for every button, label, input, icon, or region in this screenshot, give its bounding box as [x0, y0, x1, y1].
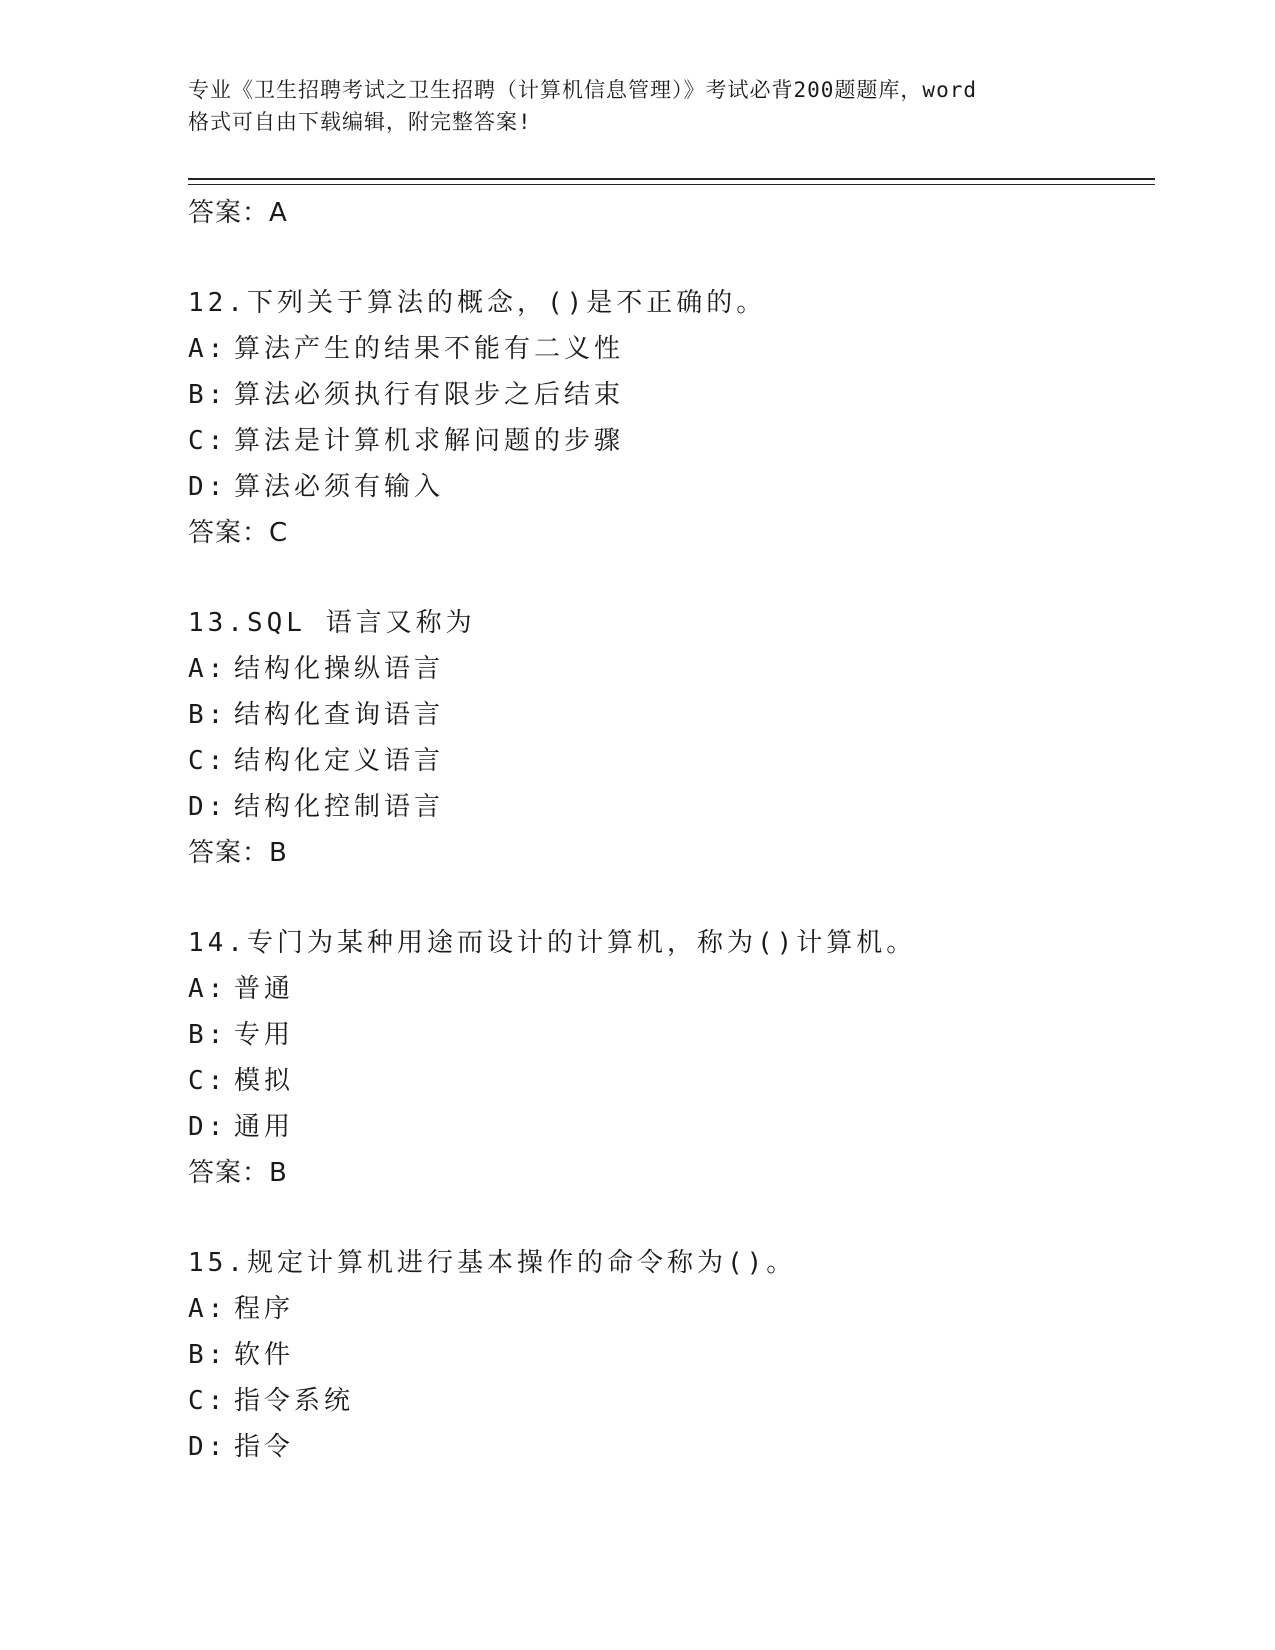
option-text: 模拟 [234, 1066, 295, 1096]
option-b [188, 1332, 1148, 1378]
option-text: 程序 [234, 1294, 295, 1324]
option-a [188, 966, 1148, 1012]
option-text: 通用 [234, 1112, 295, 1142]
option-text: 结构化控制语言 [234, 792, 445, 822]
question-text: 13.SQL 语言又称为 [188, 608, 476, 638]
option-text: 指令 [234, 1432, 295, 1462]
option-a [188, 1286, 1148, 1332]
option-text: 算法必须执行有限步之后结束 [234, 380, 625, 410]
option-c [188, 1058, 1148, 1104]
option-text: 算法产生的结果不能有二义性 [234, 334, 625, 364]
option-letter: B: [188, 700, 228, 730]
option-letter: A: [188, 334, 228, 364]
option-d [188, 464, 1148, 510]
option-c [188, 418, 1148, 464]
option-c [188, 1378, 1148, 1424]
answer-line: 答案：B [188, 1158, 288, 1188]
question-text: 12.下列关于算法的概念，()是不正确的。 [188, 288, 767, 318]
question-block [188, 920, 1148, 1196]
option-c [188, 738, 1148, 784]
header-divider [188, 178, 1155, 180]
option-letter: D: [188, 472, 228, 502]
option-letter: C: [188, 746, 228, 776]
answer-line: 答案：B [188, 838, 288, 868]
option-text: 指令系统 [234, 1386, 355, 1416]
option-letter: B: [188, 1020, 228, 1050]
option-b [188, 1012, 1148, 1058]
option-letter: C: [188, 426, 228, 456]
option-a [188, 646, 1148, 692]
question-text: 15.规定计算机进行基本操作的命令称为()。 [188, 1248, 797, 1278]
option-letter: D: [188, 792, 228, 822]
question-list [188, 190, 1148, 1470]
document-header [188, 74, 1088, 138]
option-letter: A: [188, 1294, 228, 1324]
header-line-2: 格式可自由下载编辑，附完整答案! [188, 110, 532, 134]
header-line-1: 专业《卫生招聘考试之卫生招聘（计算机信息管理）》考试必背200题题库，word [188, 78, 977, 102]
question-block [188, 600, 1148, 876]
option-b [188, 372, 1148, 418]
question-block [188, 280, 1148, 556]
option-text: 结构化定义语言 [234, 746, 445, 776]
option-text: 结构化操纵语言 [234, 654, 445, 684]
option-letter: D: [188, 1432, 228, 1462]
option-letter: A: [188, 654, 228, 684]
option-letter: C: [188, 1386, 228, 1416]
option-b [188, 692, 1148, 738]
option-text: 结构化查询语言 [234, 700, 445, 730]
option-text: 普通 [234, 974, 295, 1004]
answer-line: 答案：C [188, 518, 289, 548]
option-letter: B: [188, 380, 228, 410]
option-d [188, 784, 1148, 830]
option-text: 软件 [234, 1340, 295, 1370]
option-d [188, 1424, 1148, 1470]
option-d [188, 1104, 1148, 1150]
option-letter: B: [188, 1340, 228, 1370]
option-text: 算法必须有输入 [234, 472, 445, 502]
option-letter: D: [188, 1112, 228, 1142]
option-text: 专用 [234, 1020, 295, 1050]
option-a [188, 326, 1148, 372]
option-letter: A: [188, 974, 228, 1004]
option-letter: C: [188, 1066, 228, 1096]
answer-line: 答案：A [188, 198, 288, 228]
option-text: 算法是计算机求解问题的步骤 [234, 426, 625, 456]
question-block [188, 1240, 1148, 1470]
header-divider-thin [188, 184, 1155, 185]
question-text: 14.专门为某种用途而设计的计算机，称为()计算机。 [188, 928, 917, 958]
